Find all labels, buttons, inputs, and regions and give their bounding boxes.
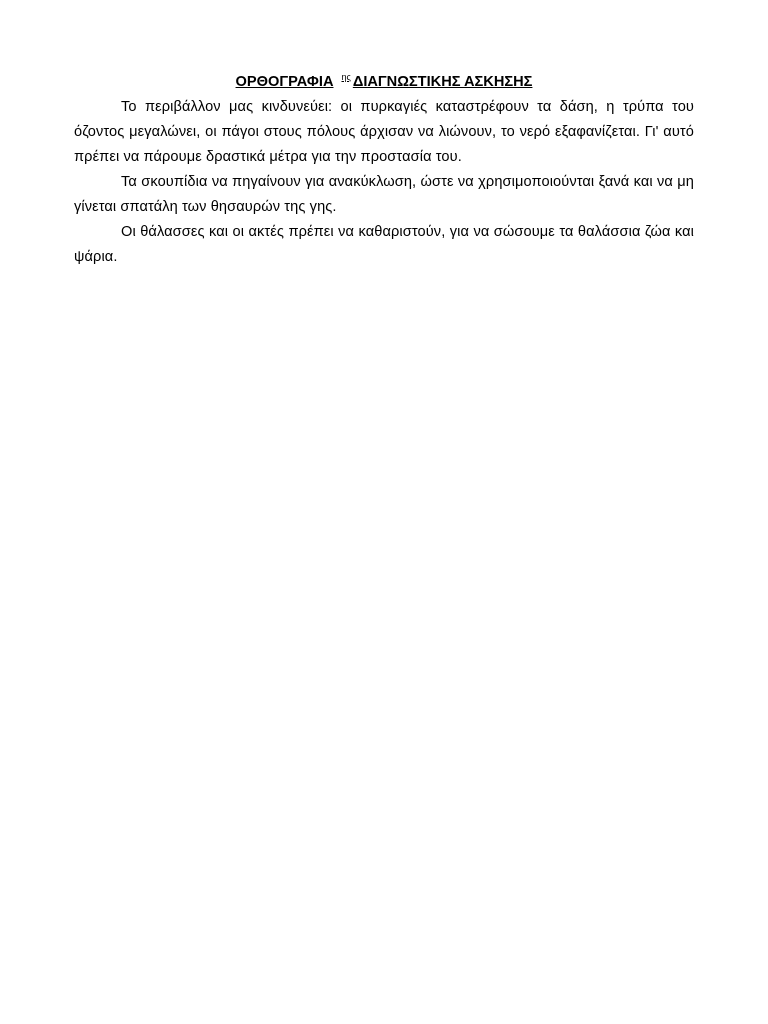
paragraph-environment: Το περιβάλλον μας κινδυνεύει: οι πυρκαγιές καταστρέφουν τα δάση, η τρύπα του όζοντος μεγαλώνει, οι πάγοι στους πόλους άρχισαν να λιώνουν, το νερό εξαφανίζεται. Γι' αυτό πρέπει να πάρουμε δραστικά μέτρα για την προστασία του. <box>74 99 694 165</box>
paragraph-seas: Οι θάλασσες και οι ακτές πρέπει να καθαριστούν, για να σώσουμε τα θαλάσσια ζώα και ψάρια. <box>74 224 694 265</box>
title-part-2: ΔΙΑΓΝΩΣΤΙΚΗΣ ΑΣΚΗΣΗΣ <box>352 74 533 90</box>
title-part-1: ΟΡΘΟΓΡΑΦΙΑ <box>235 74 334 90</box>
document-title <box>74 66 694 93</box>
document-page <box>74 66 694 270</box>
paragraph-recycling: Τα σκουπίδια να πηγαίνουν για ανακύκλωση, ώστε να χρησιμοποιούνται ξανά και να μη γίνεται σπατάλη των θησαυρών της γης. <box>74 174 694 215</box>
title-superscript: ης <box>341 72 351 82</box>
